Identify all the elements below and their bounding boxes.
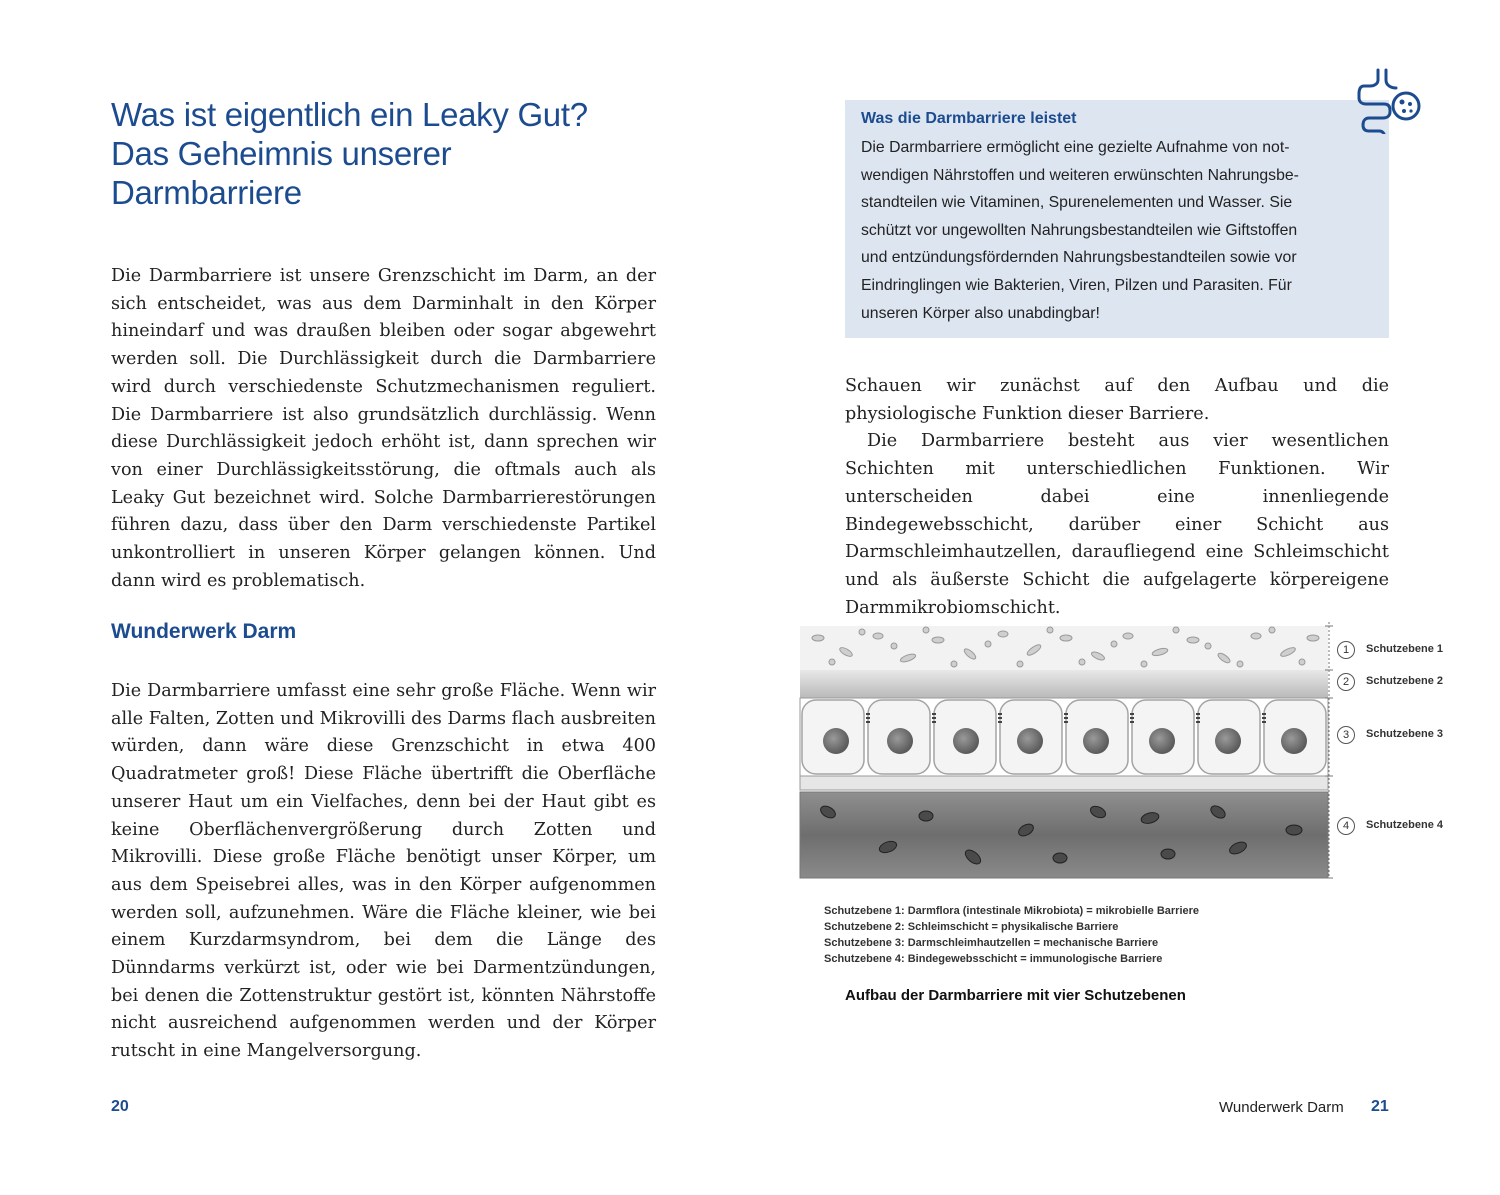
legend-line: Schutzebene 2: Schleimschicht = physikalische Barriere — [824, 921, 1119, 933]
figure-caption: Aufbau der Darmbarriere mit vier Schutzebenen — [845, 987, 1186, 1004]
barrier-illustration — [798, 622, 1358, 880]
info-box-line: Eindringlingen wie Bakterien, Viren, Pilzen und Parasiten. Für — [861, 276, 1292, 294]
title-line-3: Darmbarriere — [111, 174, 302, 211]
section-text: Die Darmbarriere umfasst eine sehr große Fläche. Wenn wir alle Falten, Zotten und Mikrovilli des Darms flach ausbreiten würden, dann wäre diese Grenzschicht in etwa 400 Quadratmeter groß! Diese Fläche übertrifft die Oberfläche unserer Haut um ein Vielfaches, denn bei der Haut gibt es keine Oberflächenvergrößerung durch Zotten und Mikrovilli. Diese große Fläche benötigt unser Körper, um aus dem Speisebrei alles, was in den Körper aufgenommen werden soll, aufzunehmen. Wäre die Fläche kleiner, wie bei einem Kurzdarmsyndrom, bei dem die Länge des Dünndarms verkürzt ist, oder wie bei Darmentzündungen, bei denen die Zottenstruktur gestört ist, könnten Nährstoffe nicht ausreichend aufgenommen werden und der Körper rutscht in eine Mangelversorgung. — [111, 681, 657, 1062]
page-title — [111, 95, 671, 212]
info-box-line: und entzündungsfördernden Nahrungsbestandteilen sowie vor — [861, 249, 1297, 267]
legend-line: Schutzebene 3: Darmschleimhautzellen = mechanische Barriere — [824, 937, 1159, 949]
info-box-title: Was die Darmbarriere leistet — [861, 110, 1077, 127]
page-number-right: 21 — [1371, 1098, 1389, 1115]
paragraph-aufbau: Schauen wir zunächst auf den Aufbau und die physiologische Funktion dieser Barriere. — [845, 376, 1389, 424]
paragraph-schichten: Die Darmbarriere besteht aus vier wesentlichen Schichten mit unterschiedlichen Funktionen. Wir unterscheiden dabei eine innenliegende Bindegewebsschicht, darüber einer Schicht aus Darmschleimhautzellen, daraufliegend eine Schleimschicht und als äußerste Schicht die aufgelagerte körpereigene Darmmikrobiomschicht. — [845, 431, 1389, 618]
running-head: Wunderwerk Darm — [1219, 1099, 1344, 1116]
section-paragraph — [111, 678, 656, 1066]
intro-text: Die Darmbarriere ist unsere Grenzschicht im Darm, an der sich entscheidet, was aus dem Darminhalt in den Körper hineindarf und was draußen bleiben oder sogar abgewehrt werden soll. Die Durchlässigkeit durch die Darmbarriere wird durch verschiedenste Schutzmechanismen reguliert. Die Darmbarriere ist also grundsätzlich durchlässig. Wenn diese Durchlässigkeit jedoch erhöht ist, dann sprechen wir von einer Durchlässigkeitsstörung, die oftmals auch als Leaky Gut bezeichnet wird. Solche Darmbarrierestörungen führen dazu, dass über den Darm verschiedenste Partikel unkontrolliert in unseren Körper gelangen können. Und dann wird es problematisch. — [111, 266, 656, 591]
info-box-line: unseren Körper also unabdingbar! — [861, 304, 1100, 322]
layer-label-2: Schutzebene 2 — [1366, 675, 1444, 687]
figure-legend — [824, 903, 1199, 967]
page-number-left: 20 — [111, 1098, 129, 1115]
layer-label-1: Schutzebene 1 — [1366, 643, 1444, 655]
title-line-2: Das Geheimnis unserer — [111, 135, 452, 172]
section-heading: Wunderwerk Darm — [111, 620, 297, 643]
title-line-1: Was ist eigentlich ein Leaky Gut? — [111, 96, 588, 133]
layer-label-4: Schutzebene 4 — [1366, 819, 1444, 831]
layer-number-3: 3 — [1337, 726, 1355, 744]
barrier-layers-drawing — [798, 622, 1358, 880]
right-paragraphs — [845, 373, 1389, 622]
info-box-line: Die Darmbarriere ermöglicht eine gezielte Aufnahme von not- — [861, 139, 1290, 156]
connective-tissue — [800, 792, 1328, 878]
info-box-line: schützt vor ungewollten Nahrungsbestandteilen wie Giftstoffen — [861, 221, 1298, 239]
info-box-text — [861, 134, 1376, 327]
info-box-line: wendigen Nährstoffen und weiteren erwünschten Nahrungsbe- — [861, 166, 1299, 184]
info-box — [845, 100, 1389, 338]
intestine-icon — [1356, 66, 1422, 134]
layer-number-4: 4 — [1337, 817, 1355, 835]
legend-line: Schutzebene 4: Bindegewebsschicht = immunologische Barriere — [824, 953, 1163, 965]
epithelial-cells — [800, 698, 1328, 790]
layer-number-1: 1 — [1337, 641, 1355, 659]
intro-paragraph — [111, 263, 656, 595]
layer-number-2: 2 — [1337, 673, 1355, 691]
info-box-line: standteilen wie Vitaminen, Spurenelementen und Wasser. Sie — [861, 194, 1293, 212]
mucus-layer — [800, 670, 1328, 698]
layer-label-3: Schutzebene 3 — [1366, 728, 1444, 740]
legend-line: Schutzebene 1: Darmflora (intestinale Mikrobiota) = mikrobielle Barriere — [824, 905, 1200, 917]
